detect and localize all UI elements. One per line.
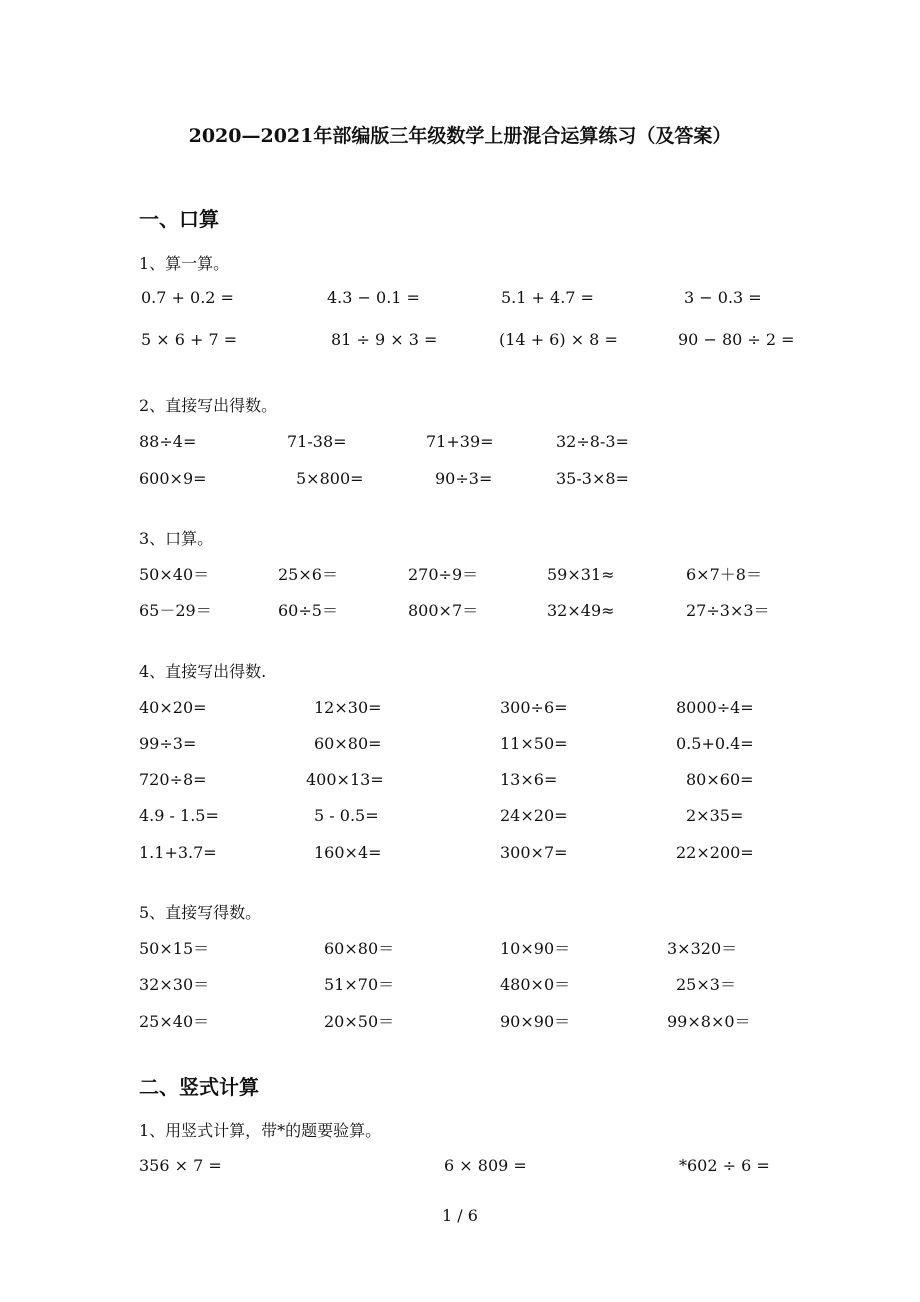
expression: *602 ÷ 6 = <box>679 1156 770 1175</box>
expression: 2×35= <box>686 806 744 825</box>
expression: 13×6= <box>500 770 558 789</box>
expression: 90×90＝ <box>500 1012 571 1031</box>
expression: 5 - 0.5= <box>314 806 379 825</box>
question-label: 2、直接写出得数。 <box>139 396 278 415</box>
expression: 22×200= <box>676 843 754 862</box>
expression: 60÷5＝ <box>278 601 338 620</box>
expression: 12×30= <box>314 698 382 717</box>
question-label: 3、口算。 <box>139 529 214 548</box>
expression: 32×30＝ <box>139 975 210 994</box>
expression: 25×6＝ <box>278 565 338 584</box>
expression: 4.9 - 1.5= <box>139 806 219 825</box>
expression: 51×70＝ <box>324 975 395 994</box>
expression: 99×8×0＝ <box>667 1012 751 1031</box>
expression: 5.1 + 4.7 = <box>501 288 594 307</box>
expression: 35-3×8= <box>556 469 629 488</box>
expression: 5 × 6 + 7 = <box>141 330 238 349</box>
expression: 0.5+0.4= <box>676 734 754 753</box>
question-label: 4、直接写出得数. <box>139 662 267 681</box>
expression: 8000÷4= <box>676 698 754 717</box>
page-number: 1 / 6 <box>442 1206 478 1225</box>
expression: (14 + 6) × 8 = <box>499 330 618 349</box>
expression: 160×4= <box>314 843 382 862</box>
expression: 60×80＝ <box>324 939 395 958</box>
expression: 6 × 809 = <box>444 1156 527 1175</box>
expression: 99÷3= <box>139 734 197 753</box>
expression: 6×7＋8＝ <box>686 565 762 584</box>
expression: 60×80= <box>314 734 382 753</box>
expression: 0.7 + 0.2 = <box>141 288 234 307</box>
expression: 59×31≈ <box>547 565 615 584</box>
expression: 720÷8= <box>139 770 207 789</box>
expression: 81 ÷ 9 × 3 = <box>331 330 438 349</box>
expression: 25×3＝ <box>676 975 736 994</box>
expression: 40×20= <box>139 698 207 717</box>
expression: 24×20= <box>500 806 568 825</box>
expression: 800×7＝ <box>408 601 479 620</box>
expression: 300×7= <box>500 843 568 862</box>
expression: 25×40＝ <box>139 1012 210 1031</box>
expression: 32÷8-3= <box>556 432 629 451</box>
expression: 80×60= <box>686 770 754 789</box>
document-title: 2020—2021年部编版三年级数学上册混合运算练习（及答案） <box>188 125 732 147</box>
expression: 3 − 0.3 = <box>684 288 762 307</box>
question-label: 5、直接写得数。 <box>139 903 262 922</box>
expression: 90÷3= <box>435 469 493 488</box>
expression: 4.3 − 0.1 = <box>327 288 420 307</box>
expression: 20×50＝ <box>324 1012 395 1031</box>
question-label: 1、算一算。 <box>139 254 230 273</box>
expression: 88÷4= <box>139 432 197 451</box>
expression: 400×13= <box>306 770 384 789</box>
expression: 50×15＝ <box>139 939 210 958</box>
expression: 356 × 7 = <box>139 1156 222 1175</box>
expression: 270÷9＝ <box>408 565 479 584</box>
expression: 27÷3×3＝ <box>686 601 770 620</box>
expression: 11×50= <box>500 734 568 753</box>
expression: 480×0＝ <box>500 975 571 994</box>
section-heading-oral: 一、口算 <box>139 207 219 231</box>
expression: 65－29＝ <box>139 601 212 620</box>
section-heading-vertical: 二、竖式计算 <box>139 1075 259 1099</box>
expression: 50×40＝ <box>139 565 210 584</box>
expression: 71+39= <box>426 432 494 451</box>
expression: 1.1+3.7= <box>139 843 217 862</box>
expression: 32×49≈ <box>547 601 615 620</box>
expression: 300÷6= <box>500 698 568 717</box>
expression: 10×90＝ <box>500 939 571 958</box>
expression: 600×9= <box>139 469 207 488</box>
expression: 5×800= <box>296 469 364 488</box>
expression: 71-38= <box>287 432 347 451</box>
expression: 90 − 80 ÷ 2 = <box>678 330 795 349</box>
expression: 3×320＝ <box>667 939 738 958</box>
question-label: 1、用竖式计算，带*的题要验算。 <box>139 1121 382 1140</box>
